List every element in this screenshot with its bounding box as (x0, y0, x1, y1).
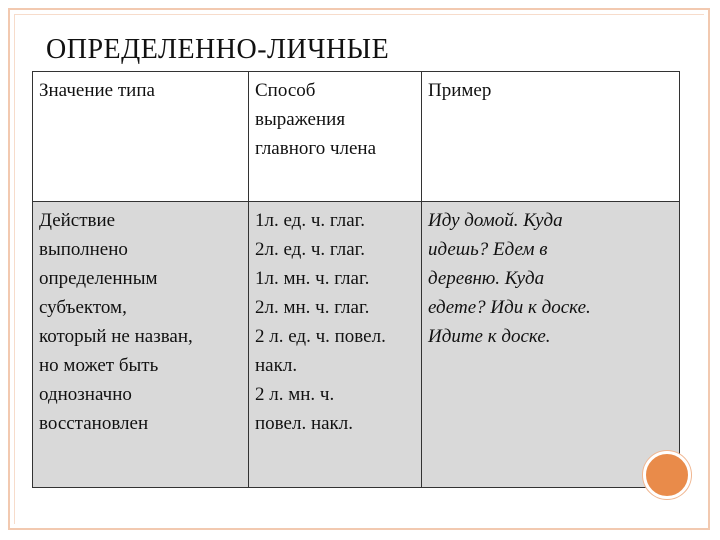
example-line: идешь? Едем в (428, 239, 548, 260)
cell-meaning (33, 202, 249, 488)
meaning-line: но может быть (39, 355, 159, 376)
method-line: 2л. ед. ч. глаг. (255, 239, 366, 260)
meaning-line: Действие (39, 210, 116, 231)
meaning-line: определенным (39, 268, 158, 289)
method-line: 1л. мн. ч. глаг. (255, 268, 370, 289)
method-line: 2л. мн. ч. глаг. (255, 297, 370, 318)
example-line: Иду домой. Куда (428, 210, 563, 231)
meaning-line: восстановлен (39, 413, 149, 434)
meaning-line: однозначно (39, 384, 132, 405)
cell-method (249, 202, 422, 488)
decorative-circle (643, 451, 691, 499)
slide-title: ОПРЕДЕЛЕННО-ЛИЧНЫЕ (46, 34, 390, 65)
meaning-line: выполнено (39, 239, 128, 260)
header-method (249, 72, 422, 202)
method-line: 2 л. ед. ч. повел. (255, 326, 386, 347)
method-line: повел. накл. (255, 413, 354, 434)
method-line: 2 л. мн. ч. (255, 384, 335, 405)
definite-personal-table (32, 71, 680, 488)
method-line: 1л. ед. ч. глаг. (255, 210, 366, 231)
cell-example (422, 202, 680, 488)
header-meaning (33, 72, 249, 202)
header-example (422, 72, 680, 202)
header-method-line: главного члена (255, 138, 377, 159)
header-method-line: Способ (255, 80, 316, 101)
method-line: накл. (255, 355, 298, 376)
example-line: Идите к доске. (428, 326, 551, 347)
header-example-line: Пример (428, 80, 492, 101)
header-meaning-line: Значение типа (39, 80, 155, 101)
meaning-line: который не назван, (39, 326, 193, 347)
table-header-row (33, 72, 680, 202)
example-line: едете? Иди к доске. (428, 297, 591, 318)
table-row (33, 202, 680, 488)
meaning-line: субъектом, (39, 297, 127, 318)
header-method-line: выражения (255, 109, 346, 130)
example-line: деревню. Куда (428, 268, 545, 289)
